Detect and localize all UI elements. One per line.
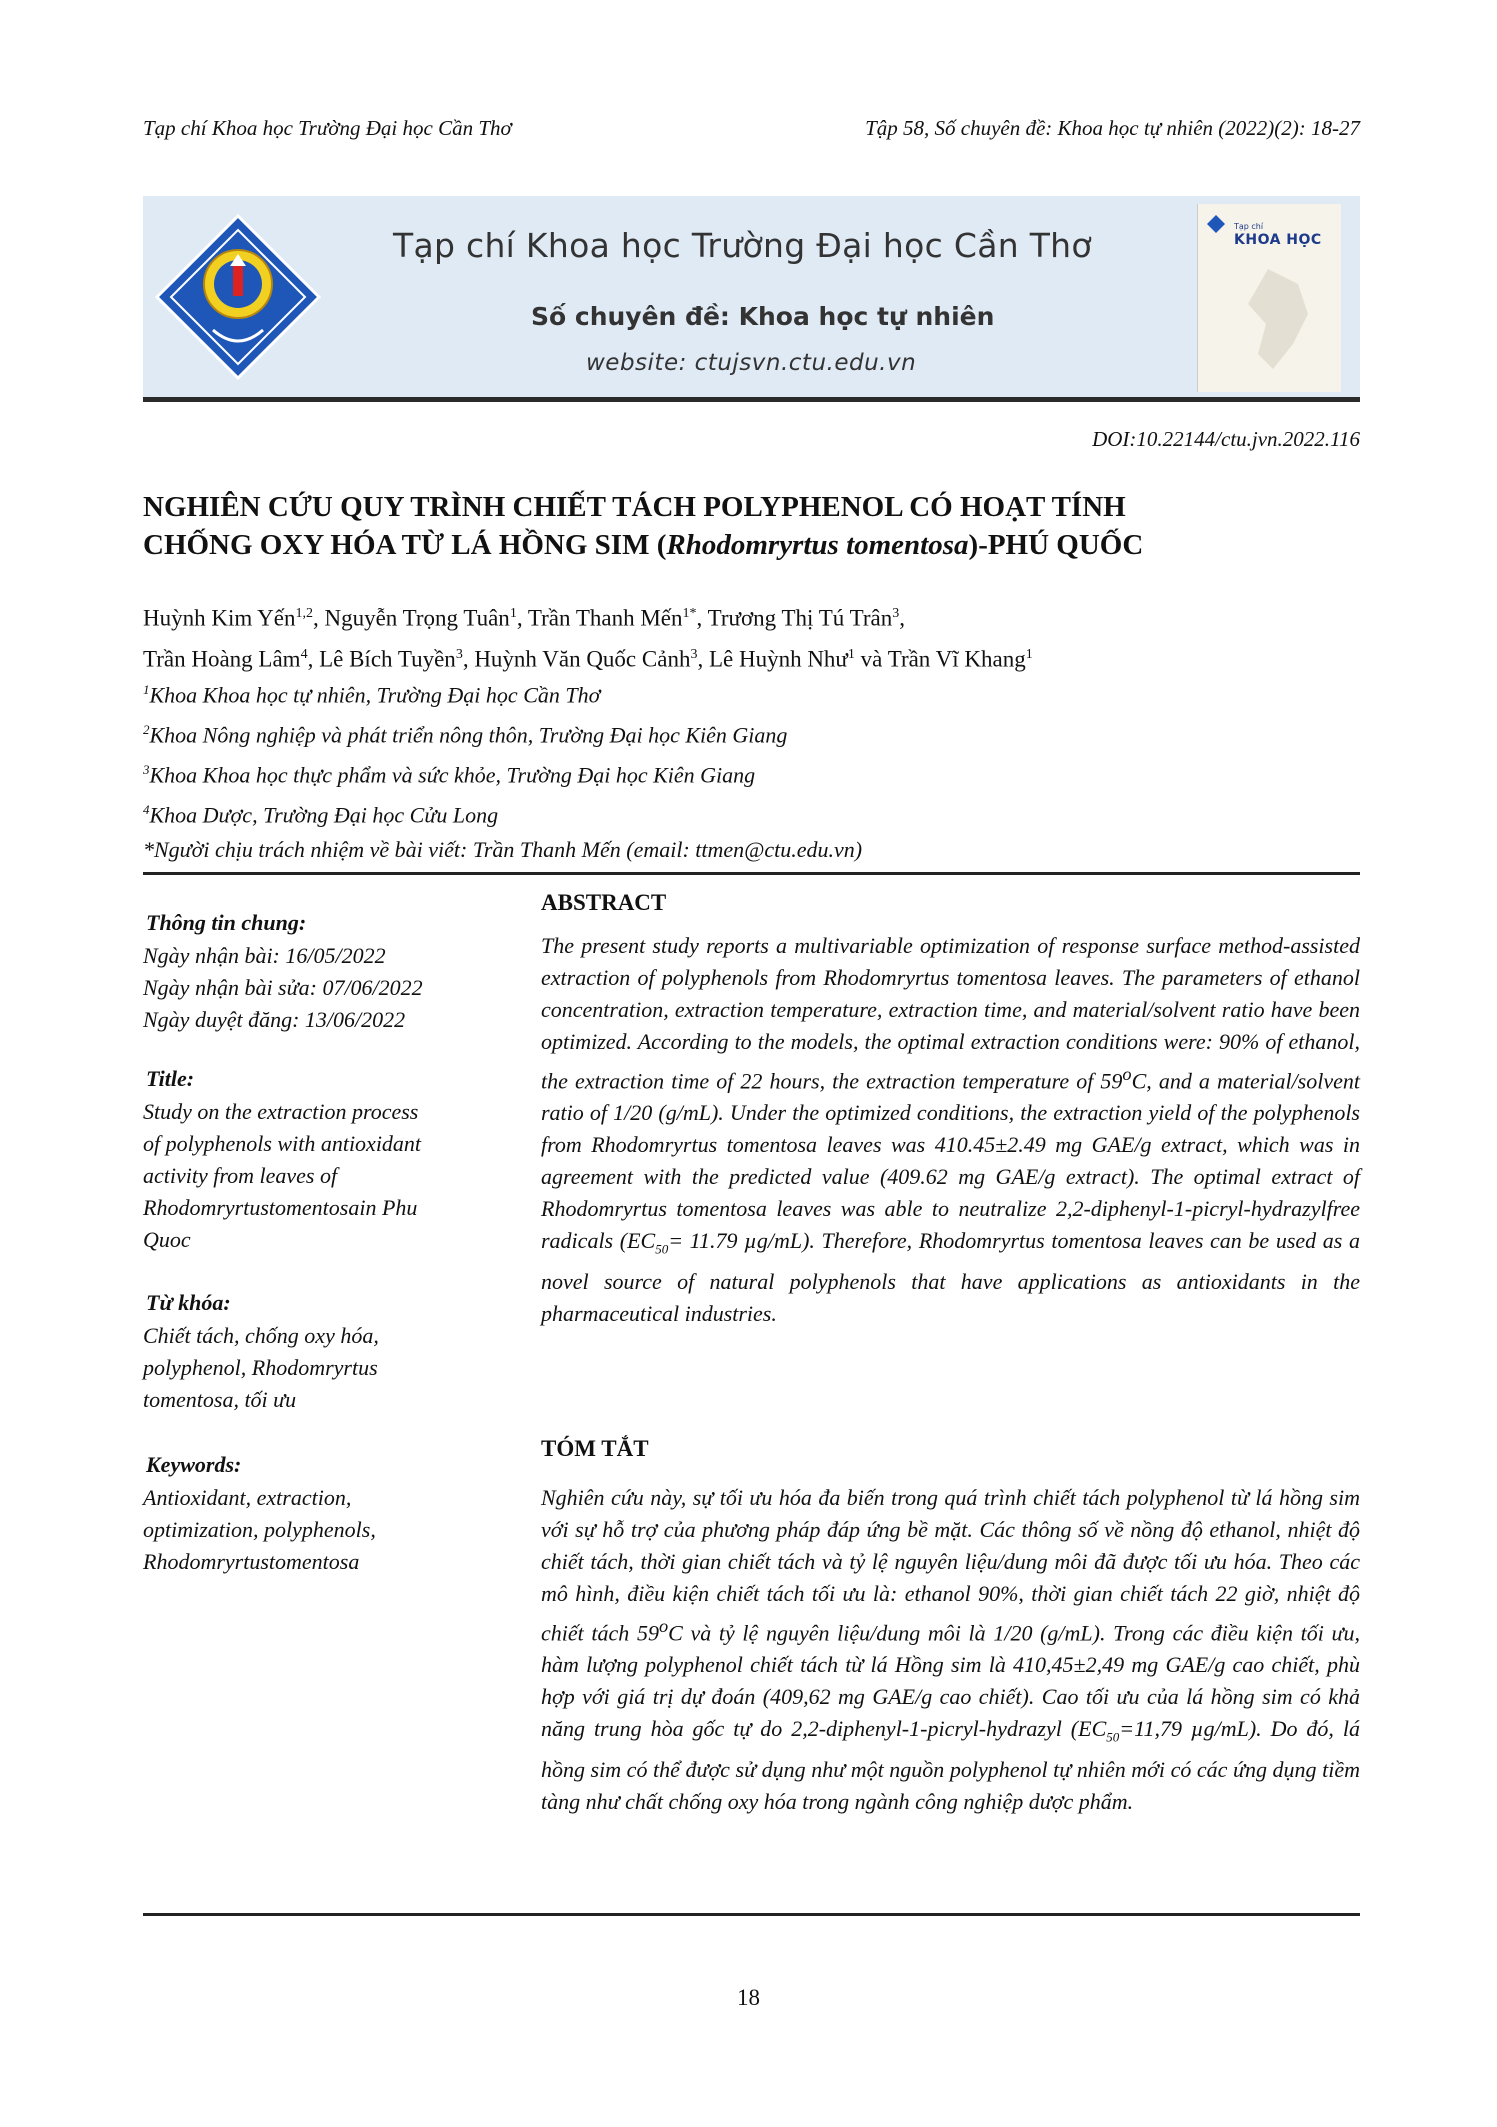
abstract-text: The present study reports a multivariable optimization of response surface method-assisted extraction of polyphenols from Rhodomryrtus tomentosa leaves. The parameters of ethanol concentration, extraction temperature, extraction time, and material/solvent ratio have been optimized. According to the models, the optimal extraction conditions were: 90% of ethanol, the extraction time of 22 hours, the extraction temperature of 59$^o$C, and a material/solvent ratio of 1/20 (g/mL). Under the optimized conditions, the extraction yield of the polyphenols from Rhodomryrtus tomentosa leaves was 410.45±2.49 mg GAE/g extract, which was in agreement with the predicted value (409.62 mg GAE/g extract). The optimal extract of Rhodomryrtus tomentosa leaves was able to neutralize 2,2-diphenyl-1-picryl-hydrazylfree radicals ($EC_{50}= 11.79$ µg/mL). Therefore, Rhodomryrtus tomentosa leaves can be used as a novel source of natural polyphenols that have applications as antioxidants in the pharmaceutical industries. [541,933,1360,1326]
title-heading: Title: [146,1066,195,1091]
keywords-heading: Keywords: [146,1452,242,1477]
doi: DOI:10.22144/ctu.jvn.2022.116 [1092,427,1360,451]
title-species: Rhodomryrtus tomentosa [666,529,969,561]
article-title [143,488,1373,564]
divider-bottom [143,1913,1360,1916]
tomtat-heading: TÓM TẮT [541,1436,649,1461]
date-revised: Ngày nhận bài sửa: 07/06/2022 [143,975,423,1000]
page-number: 18 [737,1985,760,2010]
info-heading: Thông tin chung: [146,910,307,935]
journal-cover-thumbnail [1197,204,1341,392]
university-logo-icon [153,212,323,382]
author-list [143,596,1373,677]
running-header-right: Tập 58, Số chuyên đề: Khoa học tự nhiên (2022)(2): 18-27 [865,116,1360,140]
title-line-2: CHỐNG OXY HÓA TỪ LÁ HỒNG SIM (Rhodomryrtus tomentosa)-PHÚ QUỐC [143,529,1144,561]
article-dates [143,940,523,1036]
banner-title: Tạp chí Khoa học Trường Đại học Cần Thơ [393,226,1092,265]
corresponding-author: *Người chịu trách nhiệm về bài viết: Trần Thanh Mến (email: ttmen@ctu.edu.vn) [143,837,863,862]
cover-small-text: Tạp chí [1234,222,1264,231]
journal-banner [143,196,1360,402]
author-line-1: Huỳnh Kim Yến$^{1,2}$, Nguyễn Trọng Tuân$^1$, Trần Thanh Mến$^{1*}$, Trương Thị Tú Trân$^3$, [143,605,905,631]
divider-top [143,872,1360,875]
affiliation-2: $^2$Khoa Nông nghiệp và phát triển nông thôn, Trường Đại học Kiên Giang [143,722,788,748]
cover-emblem-icon [1206,214,1226,234]
affiliation-1: $^1$Khoa Khoa học tự nhiên, Trường Đại học Cần Thơ [143,682,601,708]
running-header-left: Tạp chí Khoa học Trường Đại học Cần Thơ [143,116,512,140]
tomtat-text: Nghiên cứu này, sự tối ưu hóa đa biến trong quá trình chiết tách polyphenol từ lá hồng sim với sự hỗ trợ của phương pháp đáp ứng bề mặt. Các thông số về nồng độ ethanol, nhiệt độ chiết tách, thời gian chiết tách và tỷ lệ nguyên liệu/dung môi đã được tối ưu hóa. Theo các mô hình, điều kiện chiết tách tối ưu là: ethanol 90%, thời gian chiết tách 22 giờ, nhiệt độ chiết tách 59$^o$C và tỷ lệ nguyên liệu/dung môi là 1/20 (g/mL). Trong các điều kiện tối ưu, hàm lượng polyphenol chiết tách từ lá Hồng sim là 410,45±2,49 mg GAE/g cao chiết, phù hợp với giá trị dự đoán (409,62 mg GAE/g cao chiết). Cao tối ưu của lá hồng sim có khả năng trung hòa gốc tự do 2,2-diphenyl-1-picryl-hydrazyl ($EC_{50}=11,79$ µg/mL). Do đó, lá hồng sim có thể được sử dụng như một nguồn polyphenol tự nhiên mới có các ứng dụng tiềm tàng như chất chống oxy hóa trong ngành công nghiệp dược phẩm. [541,1485,1360,1814]
banner-subtitle: Số chuyên đề: Khoa học tự nhiên [531,302,995,331]
cover-map-icon [1228,264,1328,374]
abstract-heading: ABSTRACT [541,890,667,915]
vietnamese-keywords: Chiết tách, chống oxy hóa, polyphenol, Rhodomryrtus tomentosa, tối ưu [143,1323,379,1412]
english-title: Study on the extraction process of polyphenols with antioxidant activity from leaves of Rhodomryrtustomentosain Phu Quoc [143,1099,422,1252]
banner-website: website: ctujsvn.ctu.edu.vn [586,350,917,376]
affiliation-4: $^4$Khoa Dược, Trường Đại học Cửu Long [143,802,499,828]
cover-big-text: KHOA HỌC [1234,232,1322,248]
author-line-2: Trần Hoàng Lâm$^4$, Lê Bích Tuyền$^3$, Huỳnh Văn Quốc Cảnh$^3$, Lê Huỳnh Như$^1$ và Trần Vĩ Khang$^1$ [143,646,1033,672]
tukhoa-heading: Từ khóa: [146,1290,231,1315]
title-line-1: NGHIÊN CỨU QUY TRÌNH CHIẾT TÁCH POLYPHENOL CÓ HOẠT TÍNH [143,491,1126,523]
date-received: Ngày nhận bài: 16/05/2022 [143,943,386,968]
english-keywords: Antioxidant, extraction, optimization, polyphenols, Rhodomryrtustomentosa [143,1485,376,1574]
affiliation-3: $^3$Khoa Khoa học thực phẩm và sức khỏe, Trường Đại học Kiên Giang [143,762,756,788]
date-accepted: Ngày duyệt đăng: 13/06/2022 [143,1007,406,1032]
